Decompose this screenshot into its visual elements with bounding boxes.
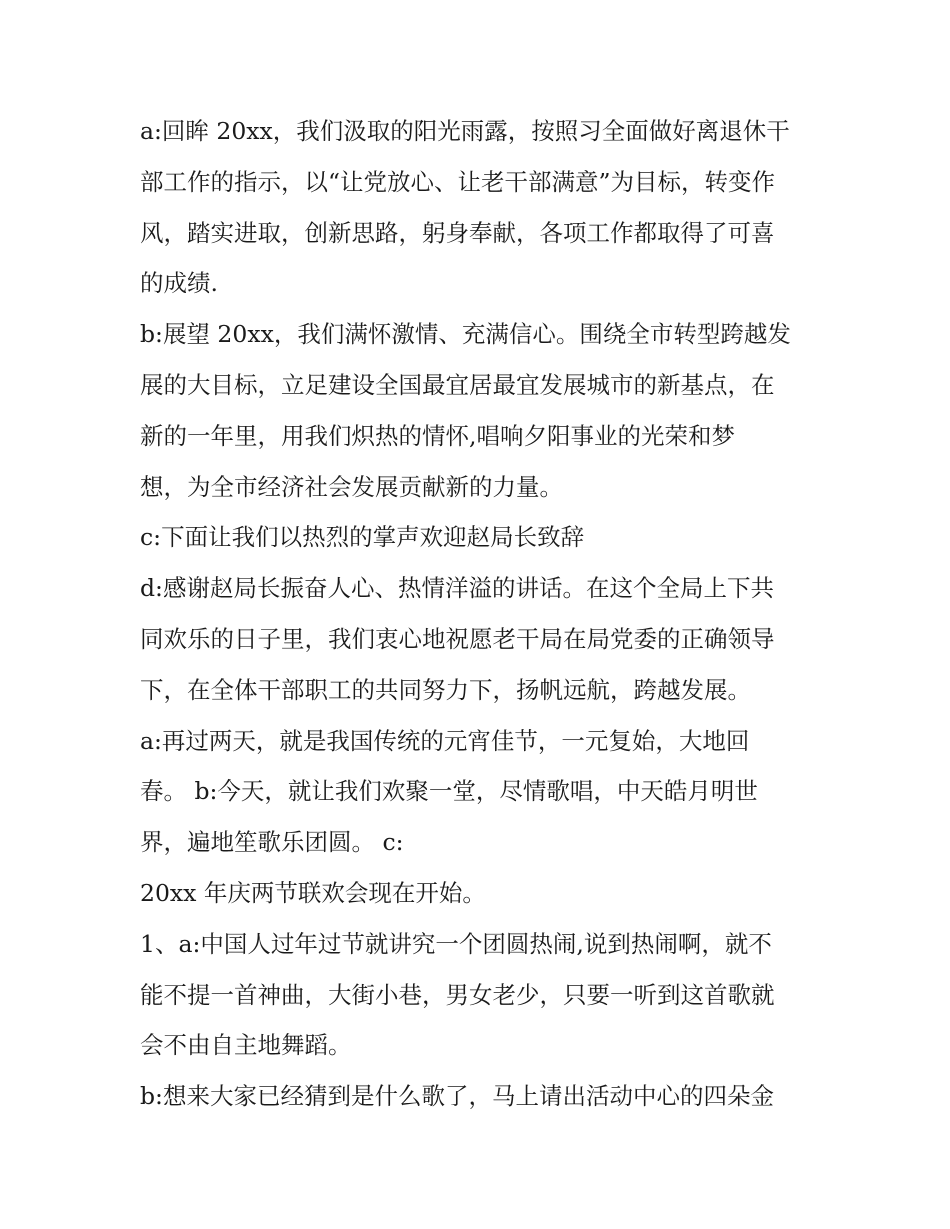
text-line: 会不由自主地舞蹈。 (140, 1031, 352, 1060)
text-line: c:下面让我们以热烈的掌声欢迎赵局长致辞 (140, 523, 585, 552)
text-line: 1、a:中国人过年过节就讲究一个团圆热闹,说到热闹啊，就不 (140, 929, 772, 958)
text-line: a:回眸 20xx，我们汲取的阳光雨露，按照习全面做好离退休干 (140, 117, 790, 145)
text-line: 展的大目标，立足建设全国最宜居最宜发展城市的新基点，在 (140, 370, 775, 399)
text-line: d:感谢赵局长振奋人心、热情洋溢的讲话。在这个全局上下共 (140, 574, 774, 603)
document-body (140, 106, 820, 1122)
text-line: 界，遍地笙歌乐团圆。 c: (140, 828, 404, 857)
text-line: 部工作的指示，以“让党放心、让老干部满意”为目标，转变作 (140, 167, 776, 196)
text-line: 能不提一首神曲，大街小巷，男女老少，只要一听到这首歌就 (140, 980, 775, 1009)
text-line: 下，在全体干部职工的共同努力下，扬帆远航，跨越发展。 (140, 675, 751, 704)
text-line: 的成绩. (140, 269, 218, 298)
text-line: b:想来大家已经猜到是什么歌了，马上请出活动中心的四朵金 (140, 1082, 774, 1111)
text-line: 想，为全市经济社会发展贡献新的力量。 (140, 472, 563, 501)
text-line: 春。 b:今天，就让我们欢聚一堂，尽情歌唱，中天皓月明世 (140, 777, 758, 806)
text-line: b:展望 20xx，我们满怀激情、充满信心。围绕全市转型跨越发 (140, 320, 791, 349)
text-line: 新的一年里，用我们炽热的情怀,唱响夕阳事业的光荣和梦 (140, 421, 735, 450)
text-line: 风，踏实进取，创新思路，躬身奉献，各项工作都取得了可喜 (140, 218, 775, 247)
text-line: 20xx 年庆两节联欢会现在开始。 (140, 878, 486, 907)
text-line: a:再过两天，就是我国传统的元宵佳节，一元复始，大地回 (140, 726, 750, 755)
text-line: 同欢乐的日子里，我们衷心地祝愿老干局在局党委的正确领导 (140, 624, 775, 653)
